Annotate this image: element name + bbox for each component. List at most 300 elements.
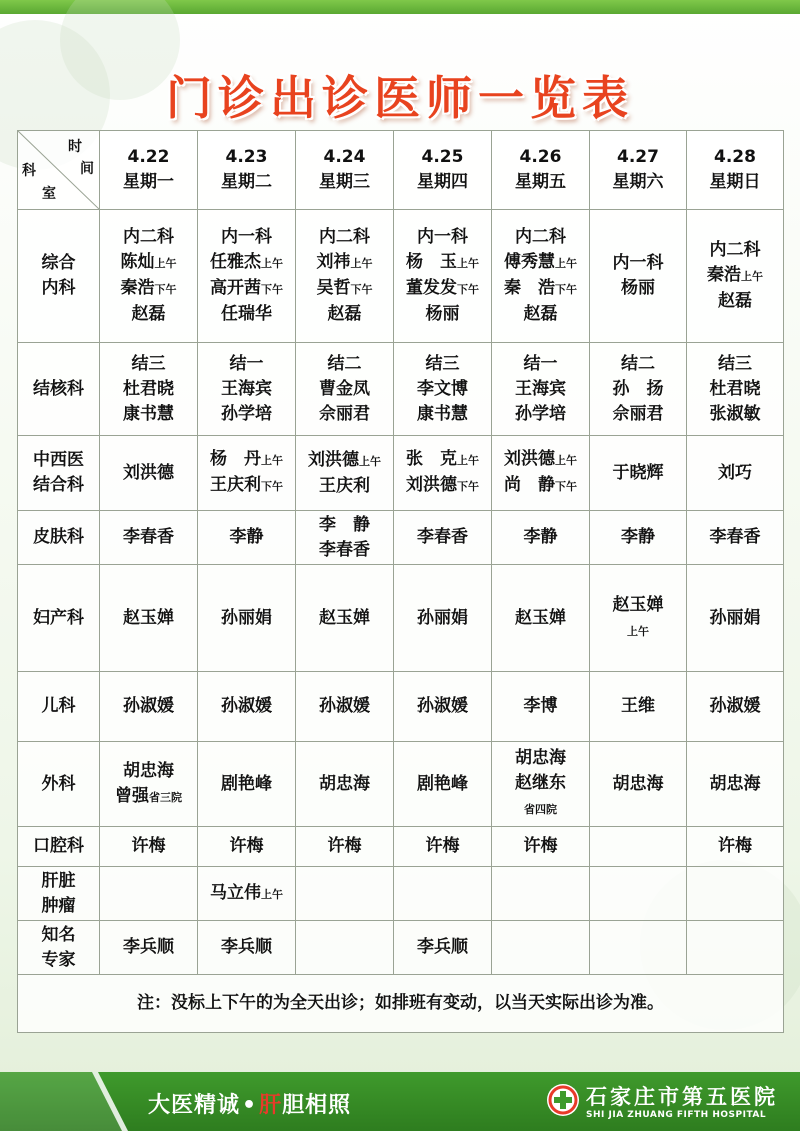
schedule-cell	[590, 565, 687, 672]
schedule-cell	[590, 867, 687, 921]
shift-marker: 上午	[350, 257, 373, 270]
doctor-name: 许梅	[327, 836, 362, 856]
doctor-name: 孙学培	[515, 403, 566, 424]
doctor-name: 杨 玉	[406, 252, 457, 272]
schedule-cell	[394, 436, 492, 511]
doctor-line	[687, 238, 783, 263]
doctor-line	[590, 772, 686, 797]
doctor-line	[198, 935, 295, 960]
doctor-line	[296, 225, 393, 250]
schedule-cell	[687, 436, 784, 511]
doctor-line	[100, 935, 197, 960]
schedule-cell	[394, 565, 492, 672]
day-date: 4.27	[617, 147, 659, 167]
doctor-name: 许梅	[523, 836, 558, 856]
doctor-name: 曾强	[115, 785, 149, 806]
doctor-line	[492, 796, 589, 822]
doctor-line	[687, 694, 783, 719]
doctor-name: 杜君晓	[123, 378, 174, 399]
schedule-cell	[492, 343, 590, 436]
schedule-cell	[296, 867, 394, 921]
corner-dept-b: 室	[42, 186, 56, 202]
doctor-line	[394, 606, 491, 631]
schedule-cell	[394, 827, 492, 867]
doctor-name: 刘祎	[316, 252, 351, 272]
doctor-line	[296, 834, 393, 859]
schedule-cell	[198, 867, 296, 921]
hospital-logo-icon	[546, 1083, 580, 1117]
page-title: 门诊出诊医师一览表	[166, 71, 634, 125]
doctor-line	[687, 772, 783, 797]
day-weekday: 星期一	[123, 172, 174, 192]
header-corner	[18, 131, 100, 210]
schedule-cell	[198, 343, 296, 436]
shift-marker: 上午	[261, 887, 283, 901]
doctor-line	[100, 276, 197, 302]
shift-marker: 上午	[359, 454, 381, 468]
doctor-line	[687, 834, 783, 859]
shift-marker: 上午	[741, 270, 763, 283]
day-weekday: 星期日	[709, 172, 761, 192]
doctor-name: 佘丽君	[612, 403, 664, 424]
doctor-line	[590, 251, 686, 276]
doctor-name: 任雅杰	[210, 252, 261, 272]
doctor-name: 孙淑媛	[221, 696, 272, 716]
doctor-line	[590, 461, 686, 486]
doctor-name: 许梅	[425, 836, 460, 856]
doctor-line	[296, 302, 393, 327]
doctor-line	[296, 250, 393, 276]
doctor-line	[198, 250, 295, 276]
department-name: 综合	[41, 253, 76, 273]
doctor-line	[296, 606, 393, 631]
day-weekday: 星期五	[515, 172, 566, 192]
doctor-line	[394, 694, 491, 719]
day-header	[492, 131, 590, 210]
day-weekday: 星期三	[319, 172, 370, 192]
doctor-line	[198, 606, 295, 631]
doctor-name: 赵玉婵	[123, 607, 174, 628]
schedule-cell	[296, 827, 394, 867]
doctor-name: 曹金凤	[319, 378, 370, 399]
doctor-name: 结一	[229, 353, 264, 374]
doctor-name: 刘洪德	[308, 449, 359, 470]
doctor-name: 李春香	[319, 539, 370, 560]
doctor-line	[100, 694, 197, 719]
doctor-line	[394, 276, 491, 302]
doctor-name: 王海宾	[221, 378, 272, 399]
doctor-name: 秦浩	[707, 265, 741, 285]
schedule-cell	[296, 672, 394, 742]
doctor-name: 康书慧	[123, 403, 174, 424]
doctor-line	[492, 606, 589, 631]
doctor-name: 结三	[425, 353, 460, 374]
schedule-cell	[687, 565, 784, 672]
shift-marker: 上午	[627, 624, 649, 638]
doctor-line	[296, 377, 393, 402]
doctor-line	[590, 352, 686, 377]
shift-marker: 下午	[261, 283, 283, 296]
doctor-name: 刘洪德	[406, 475, 457, 495]
schedule-cell	[590, 210, 687, 343]
doctor-line	[198, 447, 295, 473]
day-header	[687, 131, 784, 210]
shift-marker: 上午	[457, 257, 479, 270]
department-cell	[18, 343, 100, 436]
shift-marker: 省四院	[524, 803, 557, 816]
department-name: 中西医	[33, 450, 84, 470]
department-name: 儿科	[41, 696, 76, 716]
doctor-name: 胡忠海	[515, 748, 566, 768]
doctor-line	[492, 447, 589, 473]
doctor-line	[492, 276, 589, 302]
day-weekday: 星期六	[612, 172, 664, 192]
doctor-name: 孙丽娟	[709, 607, 761, 628]
doctor-line	[100, 784, 197, 810]
schedule-cell	[198, 436, 296, 511]
doctor-line	[687, 289, 783, 314]
doctor-name: 赵玉婵	[515, 607, 566, 628]
doctor-line	[492, 250, 589, 276]
schedule-cell	[198, 511, 296, 565]
doctor-line	[687, 402, 783, 427]
department-cell	[18, 672, 100, 742]
footer-slogan: 大医精诚•肝胆相照	[148, 1093, 352, 1118]
schedule-cell	[590, 921, 687, 975]
doctor-name: 李兵顺	[221, 937, 272, 957]
doctor-line	[100, 352, 197, 377]
doctor-line	[590, 593, 686, 618]
doctor-line	[394, 473, 491, 499]
doctor-line	[687, 461, 783, 486]
doctor-line	[296, 402, 393, 427]
day-weekday: 星期二	[221, 172, 272, 192]
doctor-line	[394, 225, 491, 250]
doctor-name: 孙丽娟	[417, 607, 468, 628]
department-name: 皮肤科	[33, 527, 84, 547]
doctor-name: 内一科	[417, 227, 468, 247]
schedule-cell	[590, 827, 687, 867]
doctor-line	[492, 694, 589, 719]
doctor-line	[100, 302, 197, 327]
table-row	[18, 827, 784, 867]
doctor-name: 傅秀慧	[504, 252, 555, 272]
doctor-line	[492, 225, 589, 250]
schedule-cell	[492, 827, 590, 867]
schedule-cell	[687, 742, 784, 827]
doctor-line	[296, 513, 393, 538]
slogan-part-b: 肝	[259, 1093, 283, 1118]
shift-marker: 下午	[154, 283, 177, 296]
department-name: 结合科	[33, 475, 84, 495]
doctor-name: 赵磊	[327, 304, 362, 324]
schedule-cell	[296, 742, 394, 827]
table-row	[18, 921, 784, 975]
doctor-name: 赵磊	[523, 304, 558, 324]
doctor-name: 杨 丹	[210, 449, 261, 469]
doctor-name: 李静	[523, 527, 558, 547]
department-name: 内科	[41, 278, 76, 298]
schedule-cell	[198, 921, 296, 975]
day-date: 4.22	[127, 147, 170, 167]
shift-marker: 下午	[555, 283, 577, 296]
doctor-name: 赵磊	[718, 291, 752, 311]
schedule-cell	[100, 511, 198, 565]
day-header	[590, 131, 687, 210]
doctor-name: 李文博	[417, 378, 468, 399]
doctor-line	[590, 377, 686, 402]
schedule-cell	[687, 210, 784, 343]
schedule-cell	[492, 210, 590, 343]
doctor-name: 内二科	[709, 240, 761, 260]
department-name: 肿瘤	[41, 895, 76, 916]
schedule-cell	[687, 511, 784, 565]
schedule-cell	[590, 343, 687, 436]
doctor-name: 王维	[621, 696, 655, 716]
schedule-cell	[590, 742, 687, 827]
table-row	[18, 565, 784, 672]
doctor-name: 李静	[229, 527, 264, 547]
doctor-line	[100, 461, 197, 486]
hospital-name-en: SHI JIA ZHUANG FIFTH HOSPITAL	[586, 1110, 767, 1120]
schedule-cell	[590, 672, 687, 742]
doctor-name: 李博	[523, 696, 558, 716]
doctor-line	[590, 694, 686, 719]
doctor-name: 剧艳峰	[417, 773, 468, 794]
schedule-cell	[394, 511, 492, 565]
schedule-cell	[687, 867, 784, 921]
doctor-line	[687, 377, 783, 402]
doctor-name: 孙淑媛	[709, 696, 761, 716]
doctor-name: 李兵顺	[123, 937, 174, 957]
schedule-cell	[100, 867, 198, 921]
table-row	[18, 436, 784, 511]
schedule-cell	[100, 827, 198, 867]
doctor-name: 李静	[621, 527, 655, 547]
schedule-cell	[590, 436, 687, 511]
doctor-line	[198, 377, 295, 402]
doctor-name: 刘洪德	[123, 462, 174, 483]
doctor-name: 孙丽娟	[221, 607, 272, 628]
doctor-name: 内二科	[319, 227, 370, 247]
doctor-name: 任瑞华	[221, 304, 272, 324]
doctor-line	[492, 746, 589, 771]
schedule-cell	[296, 210, 394, 343]
schedule-cell	[492, 867, 590, 921]
department-name: 肝脏	[41, 870, 76, 891]
doctor-name: 赵继东	[515, 773, 566, 793]
table-row	[18, 511, 784, 565]
doctor-name: 结一	[523, 353, 558, 374]
doctor-name: 胡忠海	[612, 773, 664, 794]
schedule-cell	[100, 921, 198, 975]
schedule-cell	[492, 511, 590, 565]
schedule-cell	[100, 672, 198, 742]
doctor-name: 李春香	[709, 527, 761, 547]
doctor-line	[492, 377, 589, 402]
schedule-cell	[100, 343, 198, 436]
schedule-cell	[296, 343, 394, 436]
schedule-cell	[296, 511, 394, 565]
doctor-line	[100, 606, 197, 631]
doctor-name: 杜君晓	[709, 378, 761, 399]
doctor-line	[492, 771, 589, 796]
doctor-name: 胡忠海	[709, 773, 761, 794]
schedule-cell	[394, 921, 492, 975]
note-row	[18, 975, 784, 1033]
schedule-cell	[687, 343, 784, 436]
shift-marker: 上午	[555, 257, 577, 270]
doctor-name: 康书慧	[417, 403, 468, 424]
doctor-line	[198, 402, 295, 427]
slogan-part-c: 胆相照	[282, 1093, 352, 1118]
shift-marker: 下午	[350, 283, 373, 296]
doctor-line	[198, 225, 295, 250]
doctor-line	[198, 881, 295, 907]
doctor-name: 许梅	[229, 836, 264, 856]
table-row	[18, 867, 784, 921]
doctor-name: 孙淑媛	[319, 696, 370, 716]
doctor-name: 赵玉婵	[612, 594, 664, 615]
department-cell	[18, 436, 100, 511]
doctor-name: 内一科	[612, 253, 664, 273]
shift-marker: 上午	[261, 454, 283, 467]
doctor-line	[590, 402, 686, 427]
department-name: 结核科	[33, 378, 84, 399]
doctor-name: 王庆利	[319, 475, 370, 496]
shift-marker: 上午	[154, 257, 177, 270]
doctor-name: 许梅	[718, 836, 752, 856]
doctor-name: 王庆利	[210, 475, 261, 495]
schedule-cell	[394, 672, 492, 742]
schedule-cell	[394, 343, 492, 436]
schedule-cell	[198, 565, 296, 672]
doctor-line	[687, 263, 783, 289]
table-row	[18, 210, 784, 343]
corner-dept-a: 科	[22, 163, 36, 179]
schedule-cell	[100, 436, 198, 511]
doctor-name: 马立伟	[210, 882, 261, 903]
shift-marker: 下午	[555, 480, 577, 493]
doctor-name: 李兵顺	[417, 937, 468, 957]
corner-time-a: 时	[68, 139, 82, 155]
doctor-line	[198, 302, 295, 327]
doctor-line	[296, 352, 393, 377]
schedule-cell	[492, 436, 590, 511]
shift-marker: 上午	[457, 454, 479, 467]
department-name: 知名	[41, 924, 76, 945]
doctor-name: 杨丽	[621, 278, 655, 298]
doctor-name: 结二	[327, 353, 362, 374]
doctor-line	[100, 402, 197, 427]
hospital-name: 石家庄市第五医院	[586, 1084, 778, 1109]
schedule-cell	[394, 210, 492, 343]
department-name: 妇产科	[33, 607, 84, 628]
doctor-line	[198, 694, 295, 719]
doctor-line	[296, 474, 393, 499]
schedule-cell	[492, 565, 590, 672]
doctor-line	[198, 525, 295, 550]
doctor-line	[198, 352, 295, 377]
doctor-line	[100, 225, 197, 250]
doctor-line	[394, 352, 491, 377]
doctor-name: 张淑敏	[709, 403, 761, 424]
schedule-cell	[394, 742, 492, 827]
department-cell	[18, 565, 100, 672]
table-row	[18, 343, 784, 436]
doctor-name: 孙淑媛	[123, 696, 174, 716]
doctor-name: 张 克	[406, 449, 457, 469]
day-header	[296, 131, 394, 210]
doctor-line	[492, 402, 589, 427]
department-cell	[18, 921, 100, 975]
department-name: 专家	[41, 949, 76, 970]
doctor-name: 佘丽君	[319, 403, 370, 424]
day-date: 4.23	[225, 147, 268, 167]
schedule-cell	[590, 511, 687, 565]
doctor-line	[394, 302, 491, 327]
schedule-cell	[296, 565, 394, 672]
doctor-name: 陈灿	[120, 252, 155, 272]
day-date: 4.24	[323, 147, 366, 167]
day-date: 4.25	[421, 147, 464, 167]
doctor-name: 内一科	[221, 227, 272, 247]
shift-marker: 上午	[261, 257, 283, 270]
doctor-line	[100, 250, 197, 276]
doctor-line	[198, 276, 295, 302]
doctor-name: 孙学培	[221, 403, 272, 424]
day-header	[100, 131, 198, 210]
doctor-name: 刘巧	[718, 462, 752, 483]
doctor-name: 许梅	[131, 836, 166, 856]
doctor-name: 秦浩	[120, 278, 155, 298]
shift-marker: 下午	[261, 480, 283, 493]
doctor-name: 赵磊	[131, 304, 166, 324]
schedule-body	[18, 210, 784, 975]
schedule-cell	[198, 742, 296, 827]
doctor-line	[296, 448, 393, 474]
slogan-part-a: 大医精诚	[148, 1093, 241, 1118]
doctor-line	[394, 935, 491, 960]
shift-marker: 下午	[457, 283, 479, 296]
doctor-line	[492, 525, 589, 550]
corner-time-b: 间	[80, 161, 94, 177]
doctor-name: 胡忠海	[123, 760, 174, 781]
day-date: 4.28	[714, 147, 756, 167]
shift-marker: 省三院	[149, 790, 182, 804]
doctor-line	[394, 377, 491, 402]
day-weekday: 星期四	[417, 172, 468, 192]
doctor-line	[687, 352, 783, 377]
schedule-cell	[492, 742, 590, 827]
department-name: 外科	[41, 773, 76, 794]
schedule-cell	[100, 742, 198, 827]
doctor-line	[492, 473, 589, 499]
department-cell	[18, 742, 100, 827]
schedule-cell	[394, 867, 492, 921]
schedule-cell	[198, 827, 296, 867]
doctor-line	[492, 834, 589, 859]
doctor-line	[394, 402, 491, 427]
day-header	[394, 131, 492, 210]
doctor-line	[394, 772, 491, 797]
doctor-name: 结三	[131, 353, 166, 374]
department-cell	[18, 827, 100, 867]
doctor-name: 秦 浩	[504, 278, 555, 298]
doctor-line	[100, 525, 197, 550]
doctor-name: 孙淑媛	[417, 696, 468, 716]
doctor-name: 刘洪德	[504, 449, 555, 469]
